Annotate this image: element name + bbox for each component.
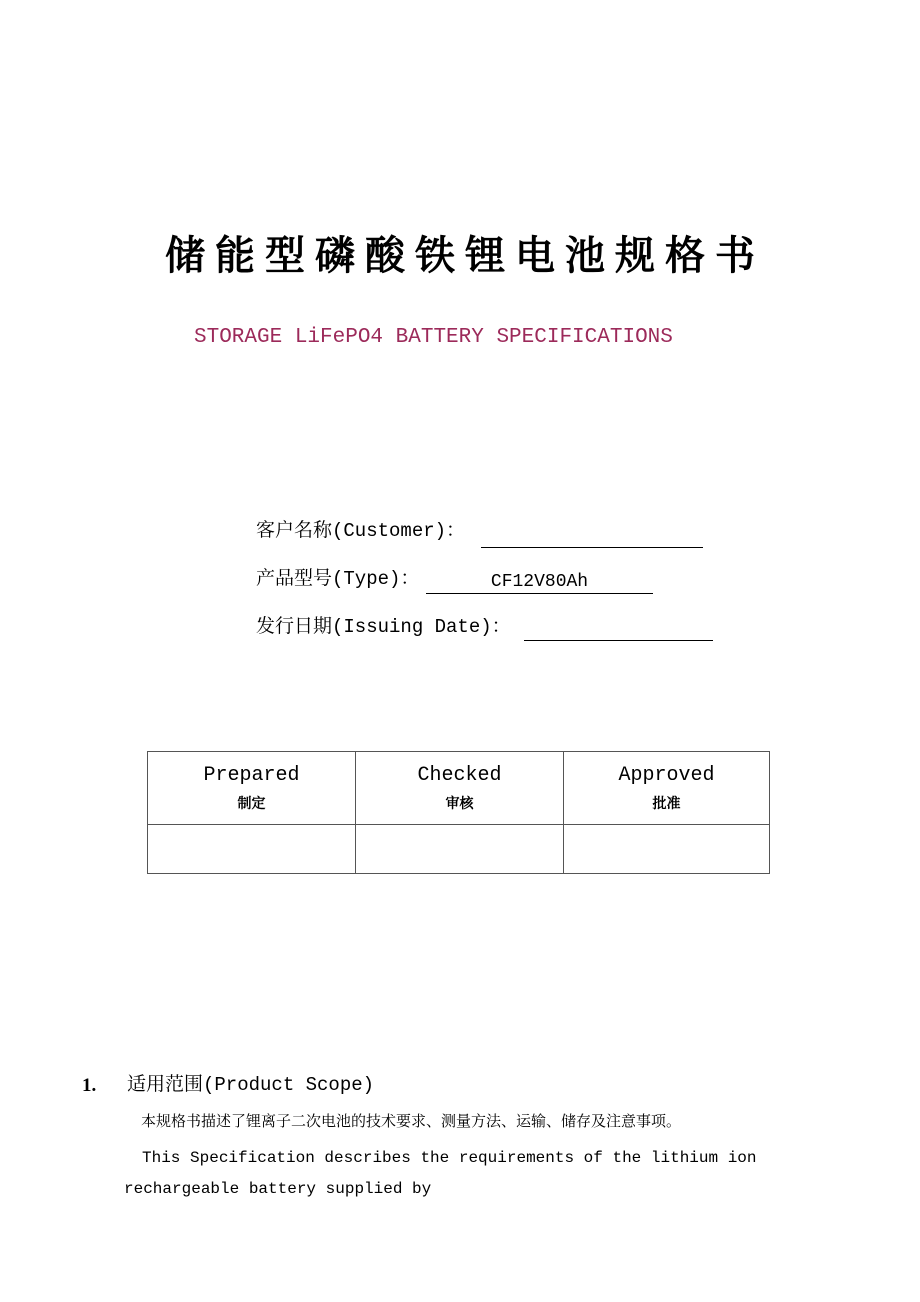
type-value-line[interactable]: CF12V80Ah bbox=[426, 571, 653, 594]
prepared-signature-cell[interactable] bbox=[148, 825, 356, 874]
approved-label: Approved bbox=[618, 764, 715, 787]
prepared-label: Prepared bbox=[203, 764, 300, 787]
section-text-chinese: 本规格书描述了锂离子二次电池的技术要求、测量方法、运输、储存及注意事项。 bbox=[141, 1112, 682, 1130]
checked-header-cell bbox=[356, 752, 564, 825]
issuing-date-field-row bbox=[256, 614, 511, 640]
approval-table bbox=[147, 751, 770, 874]
checked-label-cn: 审核 bbox=[445, 796, 474, 812]
section-text-english: This Specification describes the requirements of the lithium ion rechargeable battery supplied by bbox=[124, 1149, 757, 1198]
approved-signature-cell[interactable] bbox=[564, 825, 770, 874]
issuing-date-value-line[interactable] bbox=[524, 618, 713, 641]
approval-header-row bbox=[148, 752, 770, 825]
customer-label: 客户名称(Customer)： bbox=[256, 520, 466, 542]
document-title-chinese: 储能型磷酸铁锂电池规格书 bbox=[165, 233, 765, 279]
prepared-label-cn: 制定 bbox=[237, 796, 266, 812]
customer-field-row bbox=[256, 518, 465, 544]
type-label: 产品型号(Type)： bbox=[256, 568, 420, 590]
document-title-english: STORAGE LiFePO4 BATTERY SPECIFICATIONS bbox=[194, 326, 673, 349]
approval-signature-row bbox=[148, 825, 770, 874]
issuing-date-label: 发行日期(Issuing Date)： bbox=[256, 616, 511, 638]
approved-label-cn: 批准 bbox=[652, 796, 681, 812]
section-title: 适用范围(Product Scope) bbox=[127, 1074, 375, 1096]
type-field-row bbox=[256, 566, 419, 592]
checked-label: Checked bbox=[417, 764, 502, 787]
approved-header-cell bbox=[564, 752, 770, 825]
checked-signature-cell[interactable] bbox=[356, 825, 564, 874]
prepared-header-cell bbox=[148, 752, 356, 825]
customer-value-line[interactable] bbox=[481, 525, 703, 548]
section-number: 1. bbox=[82, 1075, 97, 1096]
